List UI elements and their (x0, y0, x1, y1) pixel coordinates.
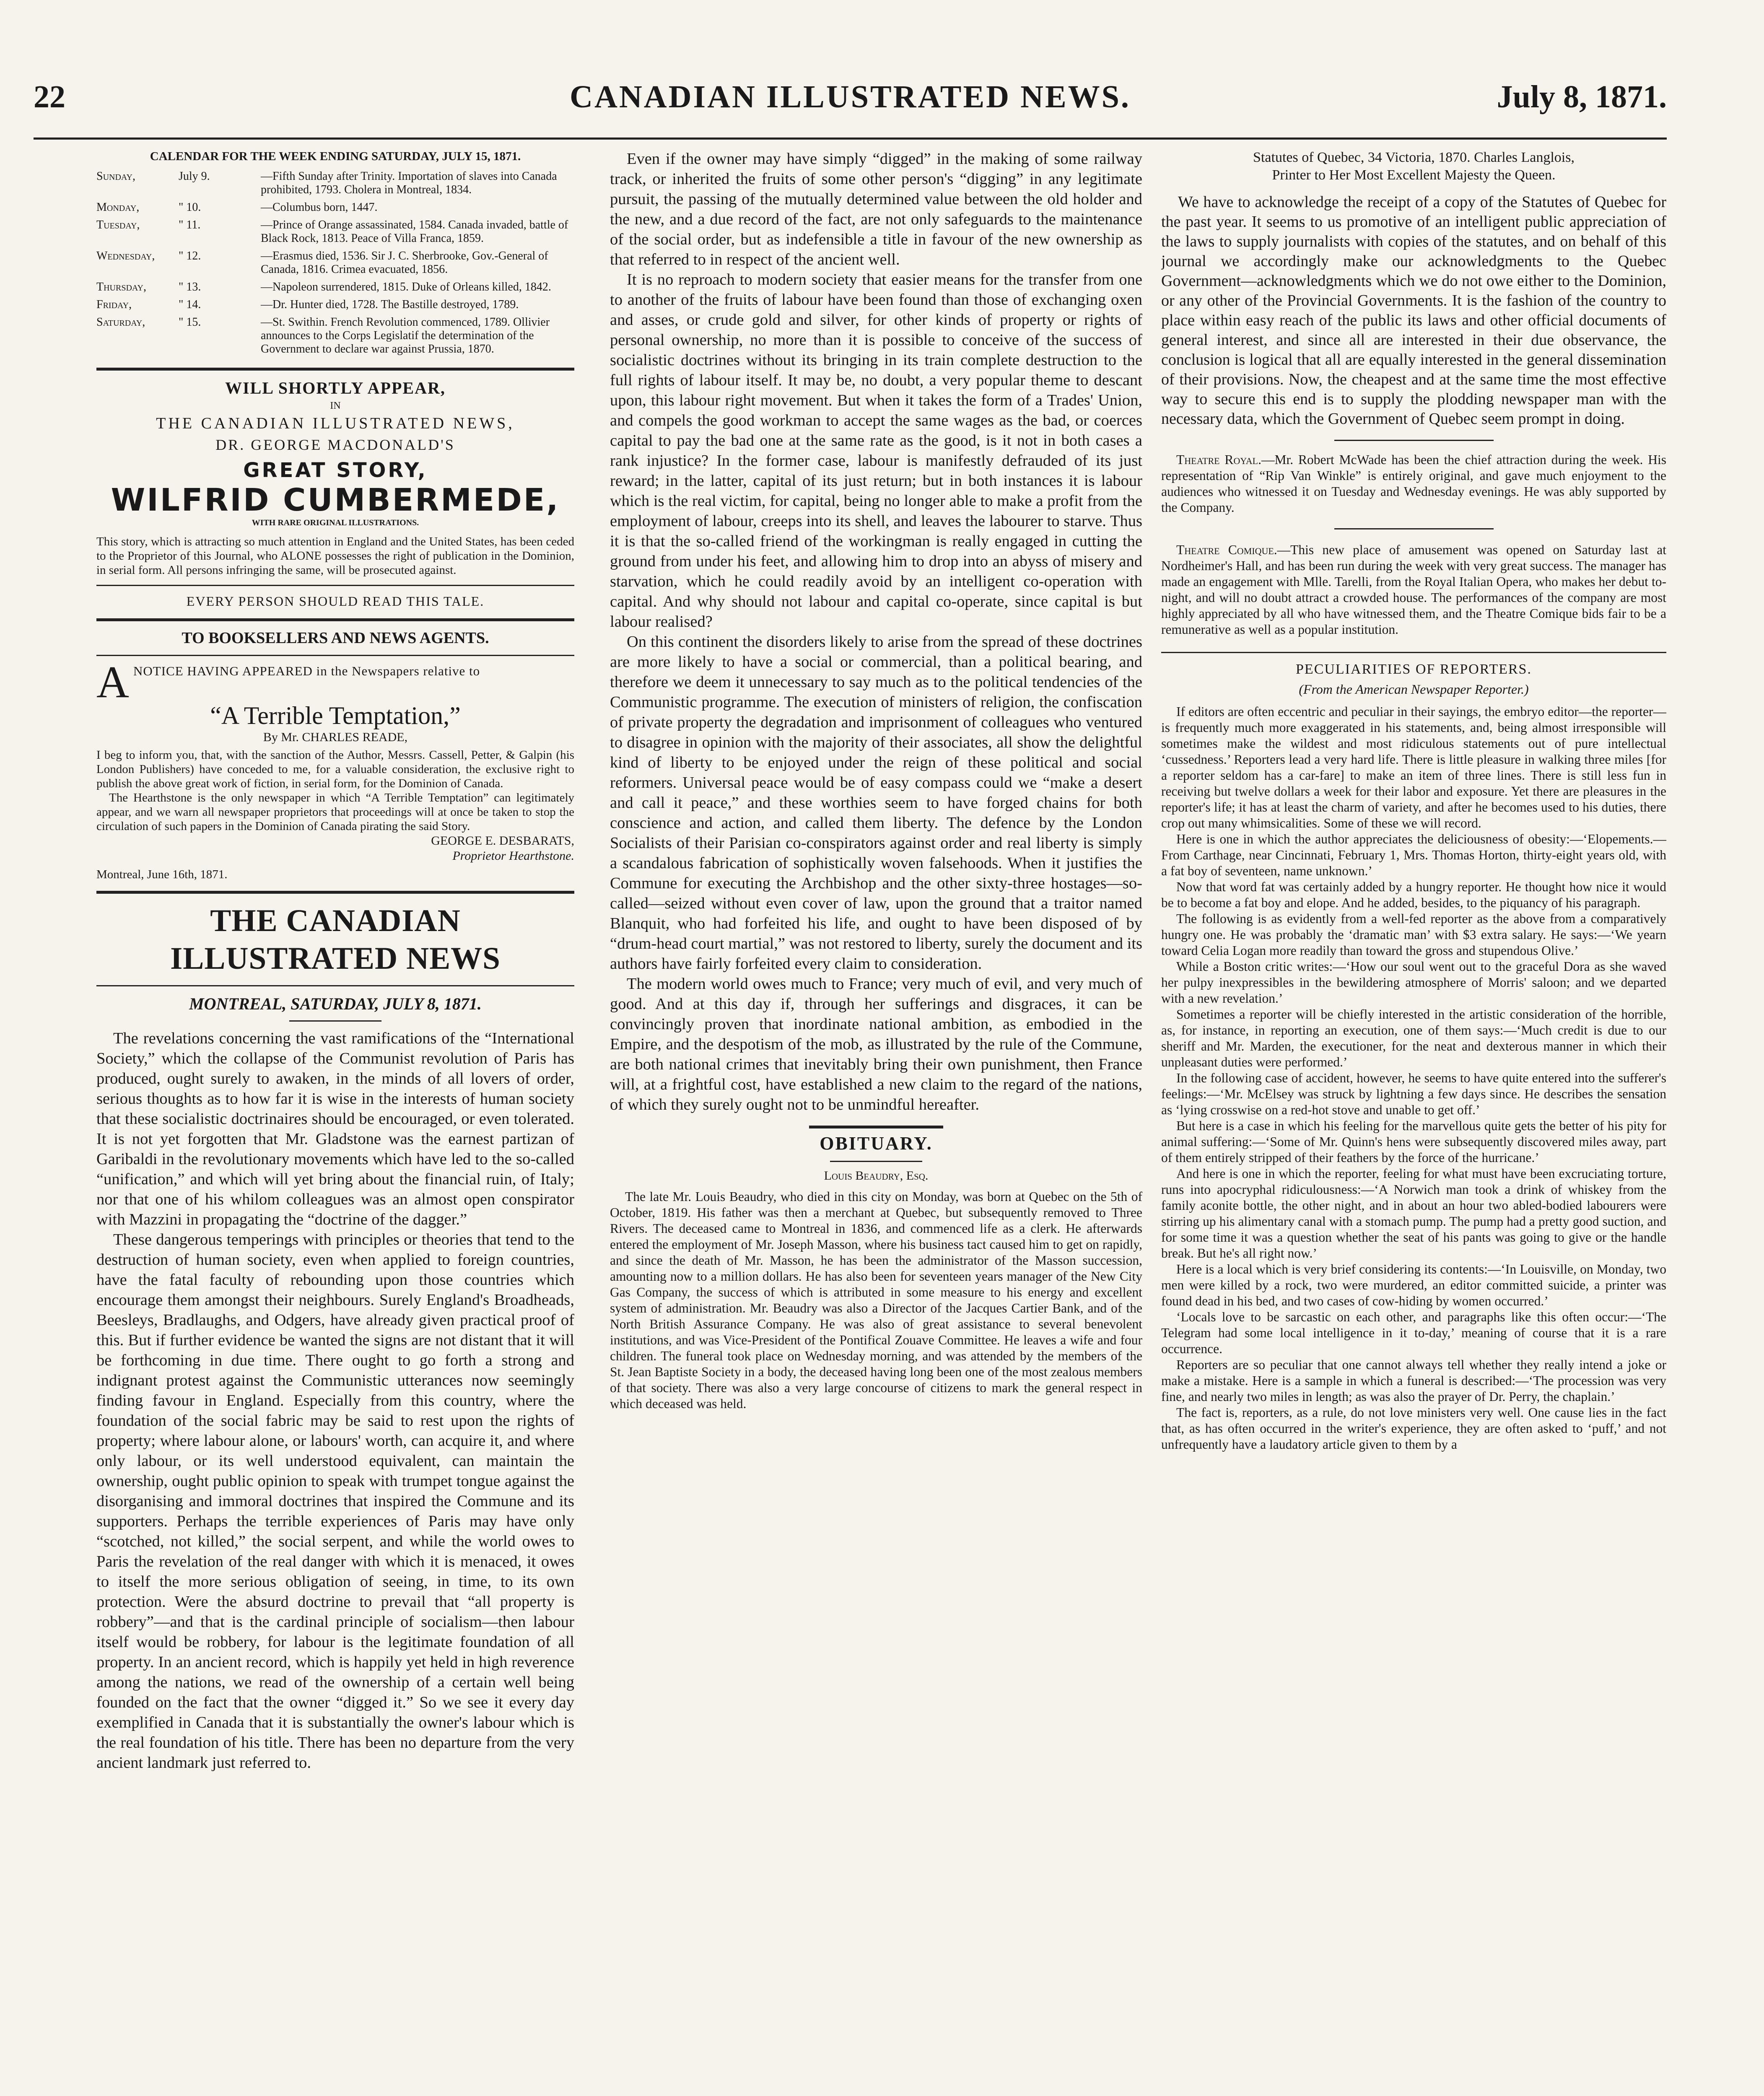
reporters-paragraph: Reporters are so peculiar that one cannot always tell whether they really intend a joke or make a mistake. Here is a sample in which a funeral is described:—‘The procession was very fine, and nearly two miles in length; as was also the prayer of Dr. Perry, the chaplain.’ (1161, 1357, 1666, 1404)
announcement-body: This story, which is attracting so much attention in England and the United States, has been ceded to the Proprietor of this Journal, who ALONE possesses the right of publication in the Dominion, in serial form. All persons infringing the same, will be prosecuted against. (96, 535, 574, 577)
theatre-comique-block (1161, 542, 1666, 638)
reporters-paragraph: Now that word fat was certainly added by a hungry reporter. He thought how nice it would be to become a fat boy and elope. And he added, besides, to the piquancy of his paragraph. (1161, 879, 1666, 910)
booksellers-signature-title: Proprietor Hearthstone. (452, 849, 574, 863)
calendar-row (96, 248, 574, 279)
calendar-event: —Prince of Orange assassinated, 1584. Canada invaded, battle of Black Rock, 1813. Peace of Villa Franca, 1859. (261, 218, 568, 245)
booksellers-notice (96, 629, 574, 882)
announcement-box (96, 378, 574, 609)
calendar-row (96, 279, 574, 296)
statutes-line-2: Printer to Her Most Excellent Majesty the Queen. (1272, 167, 1556, 183)
reporters-paragraph: And here is one in which the reporter, feeling for what must have been excruciating torture, runs into apocryphal ridiculousness:—‘A Norwich man took a drink of whiskey from the family aconite bottle, the other night, and in about an hour two abled-bodied labourers were stirring up his alimentary canal with a stomach pump. The pump had a pretty good suction, and for some time it was a question whether the seat of his pants was going to give or the handle break. But he's all right now.’ (1161, 1166, 1666, 1261)
editorial-paragraph: Even if the owner may have simply “digged” in the making of some railway track, or inherited the fruits of some other person's “digging” in any legitimate pursuit, the passing of the mutually determined value between the old holder and the new, and a due record of the fact, are not only safeguards to the maintenance of the social order, but as indefensible a title in favour of the new ownership as that referred to in respect of the ancient well. (610, 150, 1142, 268)
calendar-day: Sunday, (96, 170, 135, 183)
editorial-paragraph: These dangerous temperings with principles or theories that tend to the destruction of human society, even when applied to foreign countries, have the fatal faculty of rebounding upon those countries which encourage them amongst their neighbours. Surely England's Broadheads, Beesleys, Bradlaughs, and Odgers, have already given practical proof of this. But if further evidence be wanted the signs are not distant that it will be forthcoming in due time. There ought to go forth a strong and indignant protest against the Communistic utterances now seemingly finding favour in England. Especially from this country, where the foundation of the social fabric may be said to rest upon the rights of property; where labour alone, or labours' worth, can acquire it, and where only labour, or its well understood equivalent, can maintain the ownership, ought public opinion to speak with trumpet tongue against the disorganising and immoral doctrines that inspired the Commune and its supporters. Perhaps the terrible experiences of Paris may have only “scotched, not killed,” the social serpent, and while the world owes to Paris the revelation of the real danger with which it is menaced, it owes to itself the more serious obligation of seeing, in time, to its own protection. Were the absurd doctrine to prevail that “all property is robbery”—and that is the cardinal principle of socialism—then labour itself would be robbery, for labour is the legitimate foundation of all property. In an ancient record, which is happily yet held in high reverence among the nations, we read of the ownership of a certain well being founded on the fact that the owner “digged it.” So we see it every day exemplified in Canada that it is substantially the owner's labour which is the real foundation of his title. There has been no departure from the very ancient landmark just referred to. (96, 1231, 574, 1772)
divider (96, 985, 574, 986)
page-number: 22 (34, 79, 65, 114)
statutes-block (1161, 192, 1666, 429)
booksellers-para-1: I beg to inform you, that, with the sanction of the Author, Messrs. Cassell, Petter, & Galpin (his London Publishers) have conceded to me, for a valuable consideration, the exclusive right to publish the above great work of fiction, in serial form, for the Dominion of Canada. (96, 748, 574, 790)
announcement-heading: WILL SHORTLY APPEAR, (225, 379, 446, 397)
editorial-paragraph: The revelations concerning the vast ramifications of the “International Society,” which the collapse of the Communist revolution of Paris has produced, ought surely to awaken, in the minds of all lovers of order, serious thoughts as to how far it is wise in the interests of human society that these socialistic doctrinaires should be encouraged, or even tolerated. It is not yet forgotten that Mr. Gladstone was the earnest partizan of Garibaldi in the revolutionary movements which have led to the so-called “unification,” and which will yet bring about the financial ruin, of Italy; nor that one of his whilom colleagues was an almost open conspirator with Mazzini in propagating the “doctrine of the dagger.” (96, 1030, 574, 1228)
calendar-date: " 14. (179, 298, 201, 311)
reporters-paragraph: Sometimes a reporter will be chiefly interested in the artistic consideration of the horrible, as, for instance, in reporting an execution, one of them says:—‘Much credit is due to our sheriff and Mr. Marden, the executioner, for the neat and dexterous manner in which their unpleasant duties were performed.’ (1161, 1007, 1666, 1069)
calendar-date: " 15. (179, 316, 201, 329)
announcement-author: DR. GEORGE MACDONALD'S (215, 436, 455, 453)
nameplate-title: THE CANADIAN ILLUSTRATED NEWS (170, 903, 501, 976)
announcement-in: IN (330, 400, 341, 411)
calendar-day: Thursday, (96, 280, 146, 293)
booksellers-signature: GEORGE E. DESBARATS, (431, 834, 574, 848)
divider (96, 585, 574, 586)
divider (96, 891, 574, 894)
reporters-paragraph: But here is a case in which his feeling for the marvellous quite gets the better of his pity for animal suffering:—‘Some of Mr. Quinn's hens were subsequently discovered miles away, part of them entirely stripped of their feathers by the force of the hurricane.’ (1161, 1118, 1666, 1165)
reporters-heading: PECULIARITIES OF REPORTERS. (1296, 661, 1532, 677)
calendar-date: " 12. (179, 249, 201, 262)
divider (96, 618, 574, 621)
calendar-row (96, 199, 574, 217)
edition-line: MONTREAL, SATURDAY, JULY 8, 1871. (189, 994, 482, 1013)
announcement-great-story: GREAT STORY, (243, 459, 428, 482)
calendar-date: " 11. (179, 218, 201, 231)
calendar-event: —Erasmus died, 1536. Sir J. C. Sherbrooke, Gov.-General of Canada, 1816. Crimea evacuated, 1856. (261, 249, 548, 276)
calendar-event: —Napoleon surrendered, 1815. Duke of Orleans killed, 1842. (261, 280, 551, 293)
booksellers-heading: TO BOOKSELLERS AND NEWS AGENTS. (182, 629, 489, 647)
calendar-date: " 10. (179, 201, 201, 214)
issue-date: July 8, 1871. (1497, 79, 1667, 114)
divider (1334, 528, 1494, 529)
reporters-source: (From the American Newspaper Reporter.) (1299, 682, 1529, 697)
short-divider (830, 1161, 922, 1162)
paper-title: CANADIAN ILLUSTRATED NEWS. (570, 79, 1131, 114)
divider (1334, 440, 1494, 441)
editorial-paragraph: It is no reproach to modern society that easier means for the transfer from one to another of the fruits of labour have been found than those of exchanging oxen and asses, or crude gold and silver, for other kinds of property or rights of personal ownership, no more than it is possible to conceive of the success of socialistic doctrines without its bringing in its train complete destruction to the full rights of labour itself. It may be, no doubt, a very popular theme to descant upon, this labour right movement. But when it takes the form of a Trades' Union, and compels the good workman to accept the same wages as the bad, or coerces capital to pay the bad one at the same rate as the good, is it not in both cases a rank injustice? In the former case, labour is manifestly defrauded of its just reward; in the latter, capital of its just return; but in both instances it is labour which is the real victim, for capital, being no longer able to make a profit from the employment of labour, creeps into its shell, and leaves the labourer to starve. Thus it is that the so-called friend of the workingman is really engaged in cutting the ground from under his feet, and allowing him to drop into an abyss of misery and starvation, which he could readily avoid by an intelligent co-operation with capital. And why should not labour and capital co-operate, since capital is but labour realised? (610, 271, 1142, 630)
booksellers-dropcap: A (96, 657, 129, 707)
calendar-row (96, 168, 574, 199)
calendar-heading: CALENDAR FOR THE WEEK ENDING SATURDAY, JULY 15, 1871. (150, 150, 521, 163)
calendar-row (96, 296, 574, 314)
announcement-every-person: EVERY PERSON SHOULD READ THIS TALE. (186, 594, 485, 609)
calendar-day: Wednesday, (96, 249, 155, 262)
reporters-paragraph: Here is a local which is very brief considering its contents:—‘In Louisville, on Monday, two men were killed by a rock, two were murdered, an editor committed suicide, a printer was found dead in his bed, and two cases of cow-hiding by women occurred.’ (1161, 1262, 1666, 1308)
divider (96, 368, 574, 371)
reporters-paragraph: ‘Locals love to be sarcastic on each other, and paragraphs like this often occur:—‘The Telegram had some local intelligence in it to-day,’ meaning of course that it is a rare occurrence. (1161, 1310, 1666, 1356)
editorial-paragraph: On this continent the disorders likely to arise from the spread of these doctrines are more likely to have a social or commercial, than a political bearing, and therefore we deem it unnecessary to say much as to the political tendencies of the Communistic programme. The execution of ministers of religion, the confiscation of private property the degradation and imprisonment of colleagues who ventured to disagree in opinion with the majority of their associates, all show the delightful kind of liberty to be enjoyed under the reign of these political and social reformers. Universal peace would be of easy compass could we “make a desert and call it peace,” and these worthies seem to have forged chains for both conscience and action, and called them liberty. The defence by the London Socialists of their Parisian co-conspirators against order and real liberty is simply a scandalous fabrication of sophistically woven falsehoods. When it justifies the Commune for executing the Archbishop and the other sixty-three hostages—so-called—seized without even cover of law, upon the ground that a traitor named Blanquit, who had forfeited his life, and ought to have been disposed of by “drum-head court martial,” was not restored to liberty, surely the document and its authors have fairly forfeited every claim to consideration. (610, 633, 1142, 973)
announcement-illustrations: WITH RARE ORIGINAL ILLUSTRATIONS. (252, 518, 419, 527)
obituary-subject: Louis Beaudry, Esq. (824, 1169, 929, 1183)
obituary-text-block (610, 1189, 1142, 1412)
calendar-day: Friday, (96, 298, 132, 311)
calendar-date: " 13. (179, 280, 201, 293)
announcement-publication: THE CANADIAN ILLUSTRATED NEWS, (156, 415, 515, 432)
reporters-paragraph: While a Boston critic writes:—‘How our soul went out to the graceful Dora as she waved her pulpy inexpressibles in the bewildering atmosphere of Morris' saloon; and we departed with a new revelation.’ (1161, 959, 1666, 1006)
calendar-row (96, 314, 574, 358)
editorial-paragraph: The modern world owes much to France; very much of evil, and very much of good. And at this day if, through her sufferings and disgraces, it can be convincingly proven that inordinate national ambition, as embodied in the Empire, and the despotism of the mob, as illustrated by the rule of the Commune, are both national crimes that inevitably bring their own punishment, then France will, at a frightful cost, have established a new claim to the regard of the nations, of which they surely ought not to be unmindful hereafter. (610, 975, 1142, 1113)
reporters-paragraph: The fact is, reporters, as a rule, do not love ministers very well. One cause lies in the fact that, as has often occurred in the writer's experience, they are often asked to ‘puff,’ and not unfrequently have a laudatory article given to them by a (1161, 1405, 1666, 1452)
theatre-royal-text: —Mr. Robert McWade has been the chief attraction during the week. His representation of “Rip Van Winkle” is entirely original, and gave much enjoyment to the audiences who witnessed it on Tuesday and Wednesday evenings. He was ably supported by the Company. (1161, 452, 1666, 515)
announcement-novel-title: WILFRID CUMBERMEDE, (111, 482, 560, 518)
calendar-day: Saturday, (96, 316, 145, 329)
booksellers-lead: NOTICE HAVING APPEARED in the Newspapers relative to (133, 664, 480, 678)
editorial-col2 (610, 149, 1142, 1115)
divider (96, 655, 574, 656)
statutes-text: We have to acknowledge the receipt of a copy of the Statutes of Quebec for the past year. It seems to us promotive of an intelligent public appreciation of the laws to supply journalists with copies of the statutes, and on behalf of this journal we accordingly make our acknowledgments to the Quebec Government—acknowledgments which we do not owe either to the Dominion, or any other of the Provincial Governments. It is the fashion of the country to place within easy reach of the public its laws and other official documents of general interest, and since all are interested in their due observance, the conclusion is logical that all are equally interested in the general dissemination of their provisions. Now, the cheapest and at the same time the most effective way to secure this end is to supply the plodding newspaper man with the necessary data, which the Government of Quebec seem prompt in doing. (1161, 193, 1666, 428)
calendar-row (96, 217, 574, 248)
booksellers-byline: By Mr. CHARLES READE, (263, 730, 408, 744)
column-3 (1161, 149, 1666, 1453)
theatre-royal-block (1161, 452, 1666, 516)
editorial-col1 (96, 1028, 574, 1773)
reporters-paragraph: Here is one in which the author appreciates the deliciousness of obesity:—‘Elopements.—From Carthage, near Cincinnati, February 1, Mrs. Thomas Horton, thirty-eight years old, with a fat boy of seventeen, name unknown.’ (1161, 832, 1666, 878)
obituary-text: The late Mr. Louis Beaudry, who died in this city on Monday, was born at Quebec on the 5th of October, 1819. His father was then a merchant at Quebec, but subsequently removed to Three Rivers. The deceased came to Montreal in 1836, and commenced life as a clerk. He afterwards entered the employment of Mr. Joseph Masson, where his business tact caused him to get on rapidly, and since the death of Mr. Masson, he has been the administrator of the Masson succession, amounting now to a million dollars. He has also been for seventeen years manager of the New City Gas Company, the success of which is attributed in some measure to his energy and excellent system of administration. Mr. Beaudry was also a Director of the Jacques Cartier Bank, and of the North British Assurance Company. He was also of great assistance to several benevolent institutions, and was Vice-President of the Pontifical Zouave Committee. He leaves a wife and four children. The funeral took place on Wednesday morning, and was attended by the members of the St. Jean Baptiste Society in a body, the deceased having long been one of the most zealous members of that society. There was also a very large concourse of citizens to mark the general respect in which deceased was held. (610, 1189, 1142, 1411)
reporters-paragraph: In the following case of accident, however, he seems to have quite entered into the sufferer's feelings:—‘Mr. McElsey was struck by lightning a few days since. He describes the sensation as ‘lying crosswise on a red-hot stove and unable to get off.’ (1161, 1071, 1666, 1117)
statutes-line-1: Statutes of Quebec, 34 Victoria, 1870. Charles Langlois, (1253, 150, 1575, 165)
calendar-event: —Dr. Hunter died, 1728. The Bastille destroyed, 1789. (261, 298, 519, 311)
short-divider (289, 1020, 381, 1022)
calendar-event: —Fifth Sunday after Trinity. Importation of slaves into Canada prohibited, 1793. Cholera in Montreal, 1834. (261, 170, 557, 196)
masthead-rule (34, 137, 1667, 140)
calendar-table (96, 168, 574, 358)
calendar-event: —Columbus born, 1447. (261, 201, 378, 214)
booksellers-dateline: Montreal, June 16th, 1871. (96, 868, 228, 881)
divider (809, 1126, 943, 1128)
booksellers-para-2: The Hearthstone is the only newspaper in which “A Terrible Temptation” can legitimately appear, and we warn all newspaper proprietors that proceedings will at once be taken to stop the circulation of such papers in the Dominion of Canada pirating the said Story. (96, 791, 574, 833)
reporters-body (1161, 704, 1666, 1453)
obituary-heading: OBITUARY. (820, 1133, 933, 1154)
calendar-day: Tuesday, (96, 218, 140, 231)
theatre-comique-lead: Theatre Comique. (1176, 542, 1277, 557)
theatre-royal-lead: Theatre Royal. (1176, 452, 1261, 467)
calendar-event: —St. Swithin. French Revolution commenced, 1789. Ollivier announces to the Corps Legislatif the determination of the Government to declare war against Prussia, 1870. (261, 316, 550, 355)
calendar-day: Monday, (96, 201, 140, 214)
reporters-paragraph: If editors are often eccentric and peculiar in their sayings, the embryo editor—the reporter—is frequently much more exaggerated in his statements, and, being almost irresponsible will sometimes make the wildest and most ridiculous statements out of pure intellectual ‘cussedness.’ Reporters lead a very hard life. There is little pleasure in walking three miles [for a reporter seldom has a car-fare] to make an item of three lines. There is still less fun in receiving but twelve dollars a week for their labor and exposure. Yet there are pleasures in the reporter's life; it has at least the charm of variety, and after he becomes used to his duties, there crop out many whimsicalities. Some of these we will record. (1161, 704, 1666, 830)
column-1 (96, 149, 574, 1773)
reporters-paragraph: The following is as evidently from a well-fed reporter as the above from a comparatively hungry one. He was probably the ‘dramatic man’ with $3 extra salary. He says:—‘We yearn toward Celia Logan more readily than toward the gross and stupendous Olive.’ (1161, 911, 1666, 958)
booksellers-title: “A Terrible Temptation,” (210, 702, 461, 729)
column-2 (610, 149, 1142, 1412)
theatre-comique-text: —This new place of amusement was opened on Saturday last at Nordheimer's Hall, and has been run during the week with very great success. The manager has made an engagement with Mlle. Tarelli, from the Royal Italian Opera, who makes her debut to-night, and will no doubt attract a crowded house. The performances of the company are most highly appreciated by all who have witnessed them, and the Theatre Comique bids fair to be a remunerative as well as a popular institution. (1161, 542, 1666, 637)
masthead (34, 79, 1667, 123)
divider (1161, 652, 1666, 653)
calendar-date: July 9. (179, 170, 210, 183)
